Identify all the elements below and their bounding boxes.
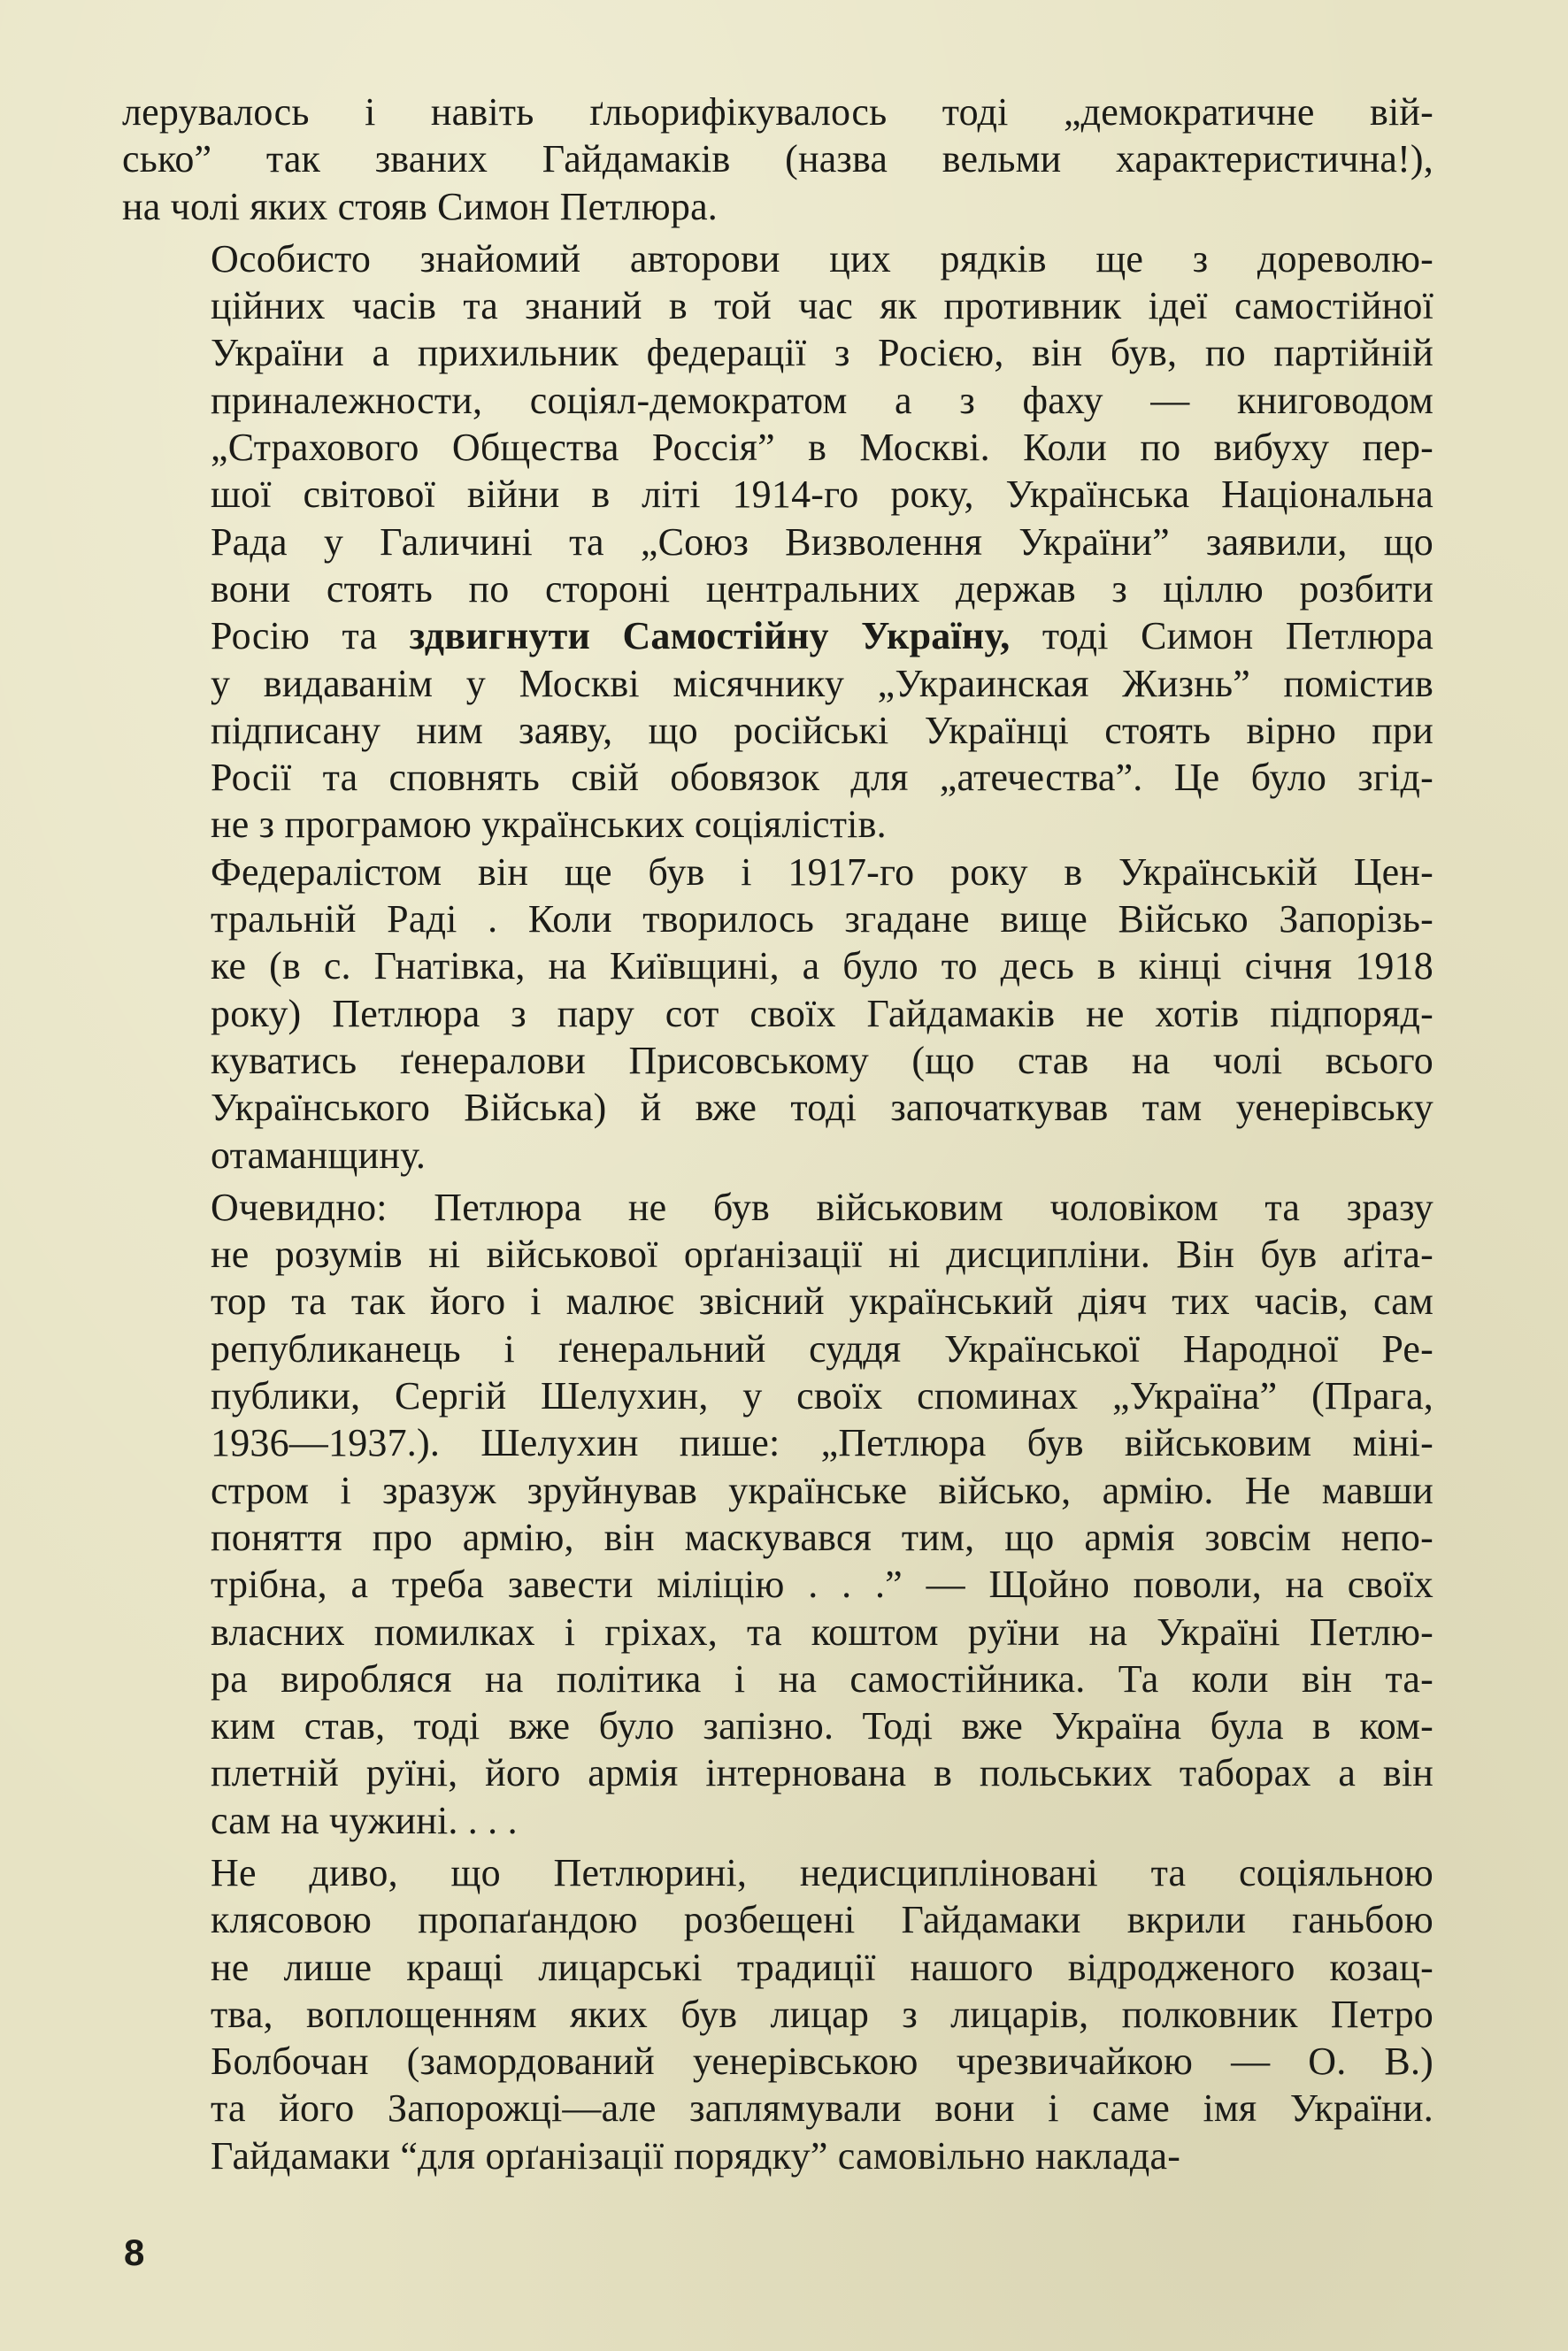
text-line: Болбочан (замордований уенерівською чрезвичайкою — О. В.): [211, 2040, 1433, 2084]
text-line: України а прихильник федерації з Росією, він був, по партійній: [211, 331, 1433, 375]
text-line: Очевидно: Петлюра не був військовим чоловіком та зразу: [211, 1185, 1433, 1229]
text-line: Особисто знайомий авторови цих рядків ще з дореволю-: [211, 236, 1433, 280]
text-line: не лише кращі лицарські традиції нашого відродженого козац-: [211, 1945, 1433, 1989]
text-line: не з програмою українських соціялістів.: [211, 803, 887, 847]
text-line: публики, Сергій Шелухин, у своїх споминах „Україна” (Прага,: [211, 1374, 1433, 1418]
text-line: Гайдамаки “для орґанізації порядку” самовільно наклада-: [211, 2133, 1181, 2178]
text-line: стром і зразуж зруйнував українське військо, армію. Не мавши: [211, 1468, 1433, 1512]
text-line: клясовою пропаґандою розбещені Гайдамаки вкрили ганьбою: [211, 1898, 1433, 1942]
text-line: Росії та сповнять свій обовязок для „атечества”. Це було згід-: [211, 756, 1433, 800]
text-line: Росію та здвигнути Самостійну Україну, тоді Симон Петлюра: [211, 614, 1433, 658]
text-line: поняття про армію, він маскувався тим, що армія зовсім непо-: [211, 1515, 1433, 1559]
text-line: ра виробляся на політика і на самостійника. Та коли він та-: [211, 1656, 1433, 1701]
text-line: трібна, а треба завести міліцію . . .” — Щойно поволи, на своїх: [211, 1563, 1433, 1607]
text-line: власних помилках і гріхах, та коштом руїни на Україні Петлю-: [211, 1610, 1433, 1654]
text-line: тральній Раді . Коли творилось згадане вище Військо Запорізь-: [211, 897, 1433, 941]
text-line: шої світової війни в літі 1914-го року, Українська Національна: [211, 473, 1433, 517]
paragraph: [122, 235, 1433, 849]
text-line: та його Запорожці—але заплямували вони і саме імя України.: [211, 2086, 1433, 2131]
text-line: ким став, тоді вже було запізно. Тоді вже Україна була в ком-: [211, 1704, 1433, 1748]
text-line: ке (в с. Гнатівка, на Київщині, а було то десь в кінці січня 1918: [211, 944, 1433, 988]
text-line: підписану ним заяву, що російські Українці стоять вірно при: [211, 708, 1433, 752]
paragraph: [122, 1849, 1433, 2179]
text-line: тор та так його і малює звісний український діяч тих часів, сам: [211, 1279, 1433, 1324]
text-line: 1936—1937.). Шелухин пише: „Петлюра був військовим міні-: [211, 1421, 1433, 1465]
bold-phrase: здвигнути Самостійну Україну,: [409, 614, 1011, 658]
page-body: [122, 88, 1433, 2179]
text-line: ційних часів та знаний в той час як противник ідеї самостійної: [211, 284, 1433, 328]
paragraph: [122, 1184, 1433, 1844]
paragraph: [122, 849, 1433, 1179]
text-line: не розумів ні військової орґанізації ні дисципліни. Він був аґіта-: [211, 1233, 1433, 1277]
text-line: лерувалось і навіть ґльорифікувалось тоді „демократичне вій-: [122, 90, 1433, 134]
page-number: 8: [124, 2232, 145, 2273]
text-line: Рада у Галичині та „Союз Визволення України” заявили, що: [211, 519, 1433, 564]
text-line: плетній руїні, його армія інтернована в польських таборах а він: [211, 1751, 1433, 1795]
text-line: републиканець і ґенеральний суддя Української Народної Ре-: [211, 1326, 1433, 1371]
text-line: Федералістом він ще був і 1917-го року в Українській Цен-: [211, 849, 1433, 894]
text-line: отаманщину.: [211, 1133, 427, 1177]
text-line: у видаванім у Москві місячнику „Украинская Жизнь” помістив: [211, 661, 1433, 705]
text-line: приналежности, соціял-демократом а з фаху — книговодом: [211, 378, 1433, 422]
text-line: вони стоять по стороні центральних держав з ціллю розбити: [211, 566, 1433, 611]
text-line: на чолі яких стояв Симон Петлюра.: [122, 184, 719, 228]
text-line: року) Петлюра з пару сот своїх Гайдамаків не хотів підпоряд-: [211, 991, 1433, 1035]
text-line: Не диво, що Петлюрині, недисципліновані та соціяльною: [211, 1850, 1433, 1894]
text-line: тва, воплощенням яких був лицар з лицарів, полковник Петро: [211, 1992, 1433, 2036]
text-line: „Страхового Общества Россія” в Москві. Коли по вибуху пер-: [211, 426, 1433, 470]
text-line: сько” так званих Гайдамаків (назва вельми характеристична!),: [122, 137, 1433, 181]
text-line: Українського Війська) й вже тоді започаткував там уенерівську: [211, 1086, 1433, 1130]
text-line: сам на чужині. . . .: [211, 1798, 518, 1842]
text-line: куватись ґенералови Присовському (що став на чолі всього: [211, 1038, 1433, 1082]
paragraph: [122, 88, 1433, 230]
